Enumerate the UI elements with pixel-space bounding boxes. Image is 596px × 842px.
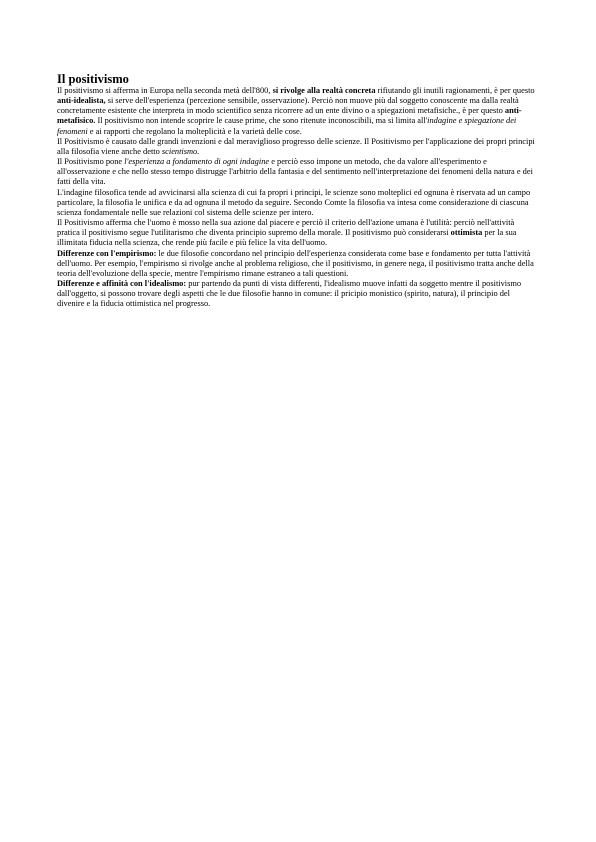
bold-text: anti-idealista, [57,96,106,106]
text-run: si serve dell'esperienza (percezione sensibile, osservazione). Perciò non muove più dal soggetto conoscente ma dalla realtà concretamente esistente che interpreta in modo scientifico senza ricorrere ad un ente divino o a spiegazioni metafisiche., è per questo [57,96,519,116]
document-body [57,86,539,309]
bold-text: Differenze con l'empirismo: [57,248,157,258]
italic-text: l'esperienza a fondamento di ogni indagine [124,157,270,167]
text-run: Il positivismo si afferma in Europa nella seconda metà dell'800, [57,86,273,95]
italic-text: scientismo. [161,146,200,156]
text-run: Il Positivismo pone [57,157,125,167]
text-run: le due filosofie concordano nel princìpio dell'esperienza considerata come base e fondamento per tutta l'attività dell'uomo. Per esempio, l'empirismo si rivolge anche al problema religioso, che il positivismo, in genere nega, il positivismo tratta anche della teoria dell'evoluzione della specie, mentre l'empirismo rimane estraneo a tali questioni. [57,248,534,278]
paragraph [57,137,539,157]
bold-text: Differenze e affinità con l'idealismo: [57,278,187,288]
bold-text: si rivolge alla realtà concreta [272,86,376,95]
text-run: e perciò esso impone un metodo, che da valore all'esperimento e all'osservazione e che nello stesso tempo distrugge l'arbitrio della fantasia e del sentimento nell'interpretazione dei fenomeni della natura e dei fatti della vita. [57,157,533,187]
text-run: e ai rapporti che regolano la molteplicità e la varietà delle cose. [87,126,302,136]
bold-text: anti-metafisico. [57,106,522,126]
text-run: L'indagine filosofica tende ad avvicinarsi alla scienza di cui fa propri i principi, le scienze sono molteplici ed ognuna è riservata ad un campo particolare, la filosofia le unifica e da ad ognuna il metodo da seguire. Secondo Comte la filosofia va intesa come considerazione di ciascuna scienza fondamentale nelle sue relazioni col sistema delle scienze per intero. [57,187,531,217]
paragraph [57,218,539,248]
italic-text: indagine e spiegazione dei fenomeni [57,116,517,136]
paragraph [57,86,539,137]
text-run: pur partendo da punti di vista differenti, l'idealismo muove infatti da soggetto mentre il positivismo dall'oggetto, si possono trovare degli aspetti che le due filosofie hanno in comune: il pricipio monistico (spirito, natura), il principio del divenire e la fiducia ottimistica nel progresso. [57,278,522,309]
document-page [57,72,539,309]
text-run: Il Positivismo afferma che l'uomo è mosso nella sua azione dal piacere e perciò il criterio dell'azione umana è l'utilità: perciò nell'attività pratica il positivismo segue l'utilitarismo che diventa principio supremo della morale. Il positivismo può considerarsi [57,218,515,238]
text-run: Il positivismo non intende scoprire le cause prime, che sono ritenute inconoscibili, ma si limita all' [95,116,428,126]
text-run: per la sua illimitata fiducia nella scienza, che rende più facile e più felice la vita dell'uomo. [57,228,517,248]
paragraph [57,157,539,187]
paragraph [57,279,539,309]
paragraph [57,249,539,279]
bold-text: ottimista [450,228,483,238]
text-run: Il Positivismo è causato dalle grandi invenzioni e dal meraviglioso progresso delle scienze. Il Positivismo per l'applicazione dei propri principi alla filosofia viene anche detto [57,136,535,156]
document-title: Il positivismo [57,72,129,86]
text-run: rifiutando gli inutili ragionamenti, è per questo [375,86,535,95]
paragraph [57,188,539,218]
